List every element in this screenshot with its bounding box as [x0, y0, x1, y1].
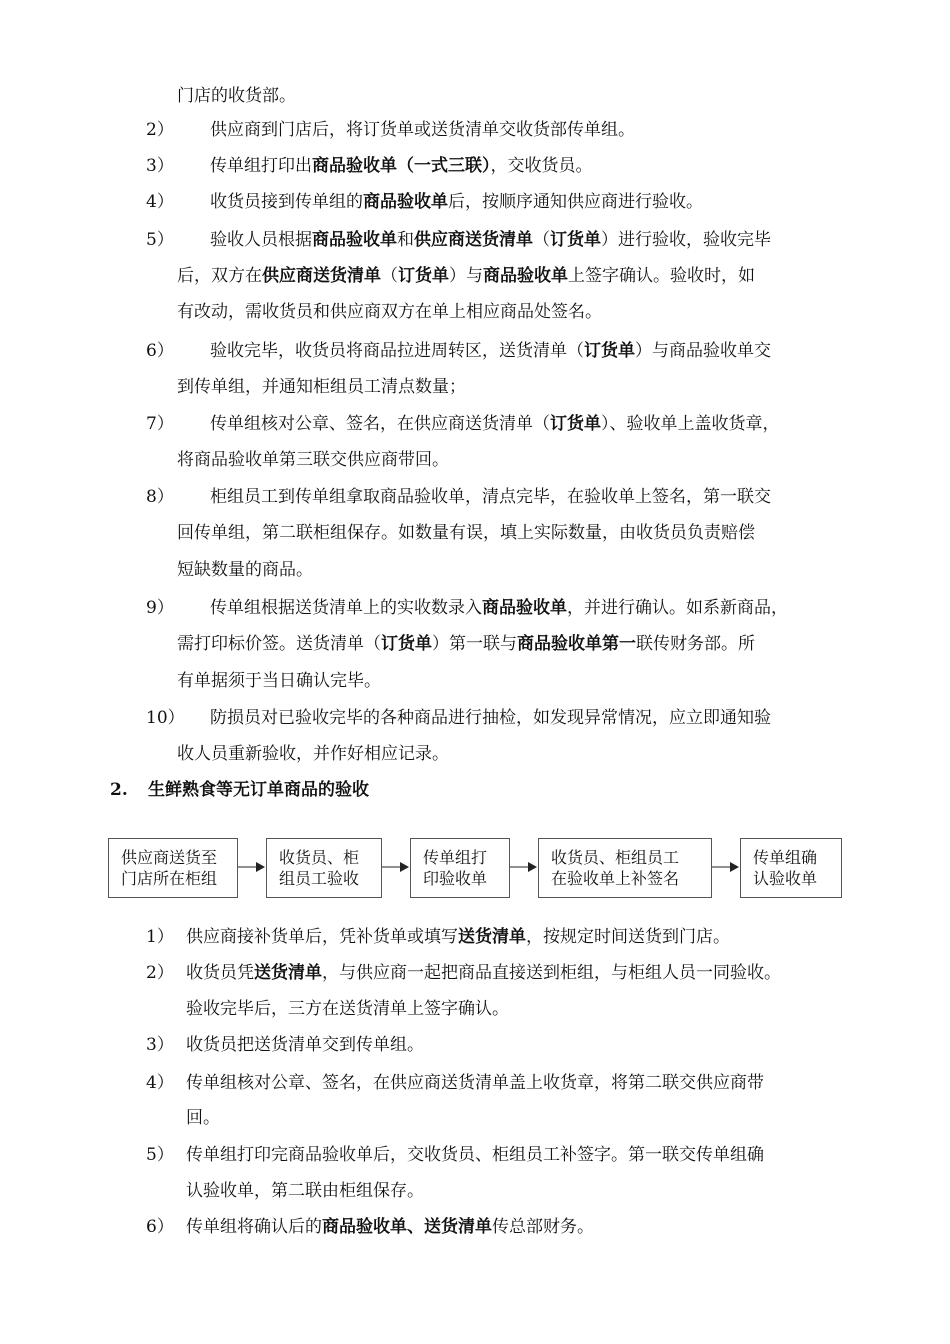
text-run: ，按规定时间送货到门店。	[526, 927, 730, 947]
flow-step-label: 认验收单	[753, 869, 818, 888]
section-title: 生鲜熟食等无订单商品的验收	[148, 780, 369, 800]
flow-step-label: 传单组打	[423, 848, 488, 867]
text-run: ）与	[449, 266, 483, 286]
text-run: ）进行验收，验收完毕	[601, 230, 771, 250]
text-run: 收货员凭	[186, 963, 254, 983]
list-item-line	[186, 1106, 220, 1130]
list-item-line	[210, 485, 771, 509]
text-run: 传单组打印完商品验收单后，交收货员、柜组员工补签字。第一联交传单组确	[186, 1145, 764, 1165]
bold-term: 商品验收单	[483, 266, 568, 286]
text-run: 有单据须于当日确认完毕。	[177, 671, 381, 691]
list-item-line	[210, 190, 703, 214]
list-item-line	[177, 742, 449, 766]
text-run: 验收完毕，收货员将商品拉进周转区，送货清单（	[210, 341, 584, 361]
text-run: ）与商品验收单交	[635, 341, 771, 361]
bold-term: 商品验收单、送货清单	[322, 1217, 492, 1237]
flow-step-label: 供应商送货至	[121, 848, 218, 867]
bold-term: 商品验收单第一	[517, 634, 636, 654]
list-item-line	[186, 925, 730, 949]
list-item-number: 5）	[146, 1145, 174, 1165]
list-item-line	[177, 558, 313, 582]
list-item-number: 2）	[146, 120, 174, 140]
text-run: 传单组核对公章、签名，在供应商送货清单（	[210, 414, 550, 434]
bold-term: 商品验收单	[482, 598, 567, 618]
flow-step-box	[410, 838, 510, 898]
list-item-line	[210, 339, 771, 363]
list-item-number: 8）	[146, 487, 174, 507]
text-run: 将商品验收单第三联交供应商带回。	[177, 450, 449, 470]
list-item-number: 1）	[146, 927, 174, 947]
continuation-text: 门店的收货部。	[177, 86, 296, 106]
text-run: 回传单组，第二联柜组保存。如数量有误，填上实际数量，由收货员负责赔偿	[177, 523, 755, 543]
text-run: 联传财务部。所	[636, 634, 755, 654]
bold-term: 订货单	[550, 230, 601, 250]
list-item-number: 3）	[146, 1035, 174, 1055]
text-run: ）第一联与	[432, 634, 517, 654]
flow-step-box	[538, 838, 712, 898]
list-item-line	[186, 961, 781, 985]
list-item-line	[210, 412, 780, 436]
list-item-line	[186, 1215, 594, 1239]
list-item-line	[186, 1179, 424, 1203]
list-item-number: 3）	[146, 156, 174, 176]
flow-step-label: 在验收单上补签名	[551, 869, 680, 888]
bold-term: 商品验收单	[312, 230, 397, 250]
flow-arrow-icon	[712, 860, 740, 874]
list-item-line	[186, 1143, 764, 1167]
flow-arrow-icon	[382, 860, 410, 874]
text-run: 传单组根据送货清单上的实收数录入	[210, 598, 482, 618]
list-item-line	[186, 1033, 424, 1057]
bold-term: 送货清单	[254, 963, 322, 983]
list-item-number: 9）	[146, 598, 174, 618]
bold-term: 供应商送货清单	[262, 266, 381, 286]
list-item-line	[210, 596, 788, 620]
text-run: 回。	[186, 1108, 220, 1128]
flow-step-box	[108, 838, 238, 898]
flow-arrow-icon	[238, 860, 266, 874]
flow-arrow-icon	[510, 860, 538, 874]
text-run: 到传单组，并通知柜组员工清点数量；	[177, 377, 466, 397]
list-item-number: 4）	[146, 192, 174, 212]
text-run: 传总部财务。	[492, 1217, 594, 1237]
bold-term: 订货单	[398, 266, 449, 286]
bold-term: 订货单	[550, 414, 601, 434]
text-run: 短缺数量的商品。	[177, 560, 313, 580]
text-run: 柜组员工到传单组拿取商品验收单，清点完毕，在验收单上签名，第一联交	[210, 487, 771, 507]
list-item-number: 6）	[146, 341, 174, 361]
list-item-line	[177, 669, 381, 693]
bold-term: 供应商送货清单	[414, 230, 533, 250]
bold-term: 订货单	[584, 341, 635, 361]
text-run: ，与供应商一起把商品直接送到柜组，与柜组人员一同验收。	[322, 963, 781, 983]
list-item-number: 5）	[146, 230, 174, 250]
bold-term: 送货清单	[458, 927, 526, 947]
flow-step-label: 印验收单	[423, 869, 488, 888]
bold-term: 商品验收单（一式三联）	[312, 156, 491, 176]
text-run: 有改动，需收货员和供应商双方在单上相应商品处签名。	[177, 302, 602, 322]
flow-step-label: 门店所在柜组	[121, 869, 218, 888]
list-item-line	[210, 154, 593, 178]
text-run: 收人员重新验收，并作好相应记录。	[177, 744, 449, 764]
bold-term: 商品验收单	[363, 192, 448, 212]
text-run: 认验收单，第二联由柜组保存。	[186, 1181, 424, 1201]
text-run: ，并进行确认。如系新商品，	[567, 598, 788, 618]
text-run: 防损员对已验收完毕的各种商品进行抽检，如发现异常情况，应立即通知验	[210, 708, 771, 728]
text-run: ）、验收单上盖收货章，	[601, 414, 780, 434]
text-run: 后，按顺序通知供应商进行验收。	[448, 192, 703, 212]
text-run: ，交收货员。	[490, 156, 593, 176]
list-item-line	[177, 300, 602, 324]
list-item-line	[177, 264, 755, 288]
list-item-number: 10）	[146, 708, 185, 728]
text-run: 验收完毕后，三方在送货清单上签字确认。	[186, 999, 509, 1019]
list-item-number: 4）	[146, 1073, 174, 1093]
list-item-line	[210, 706, 771, 730]
section-heading	[110, 778, 369, 802]
text-run: 上签字确认。验收时，如	[568, 266, 755, 286]
list-item-line	[186, 1071, 764, 1095]
text-run: 传单组将确认后的	[186, 1217, 322, 1237]
text-run: 和	[397, 230, 414, 250]
flow-step-box	[740, 838, 842, 898]
text-run: 收货员接到传单组的	[210, 192, 363, 212]
list-item-line	[210, 118, 635, 142]
text-run: 后，双方在	[177, 266, 262, 286]
text-run: （	[533, 230, 550, 250]
text-run: 传单组核对公章、签名，在供应商送货清单盖上收货章，将第二联交供应商带	[186, 1073, 764, 1093]
list-item-number: 6）	[146, 1217, 174, 1237]
list-item-line	[177, 521, 755, 545]
list-item-number: 2）	[146, 963, 174, 983]
list-item-line	[177, 448, 449, 472]
list-item-line	[177, 375, 466, 399]
list-item-line	[177, 632, 755, 656]
text-run: 需打印标价签。送货清单（	[177, 634, 381, 654]
flow-step-box	[266, 838, 382, 898]
text-run: 验收人员根据	[210, 230, 312, 250]
text-run: 供应商到门店后，将订货单或送货清单交收货部传单组。	[210, 120, 635, 140]
section-number: 2.	[110, 780, 128, 800]
text-run: 传单组打印出	[210, 156, 312, 176]
text-run: （	[381, 266, 398, 286]
text-run: 供应商接补货单后，凭补货单或填写	[186, 927, 458, 947]
list-item-number: 7）	[146, 414, 174, 434]
flow-step-label: 传单组确	[753, 848, 818, 867]
flow-step-label: 收货员、柜	[279, 848, 360, 867]
text-run: 收货员把送货清单交到传单组。	[186, 1035, 424, 1055]
bold-term: 订货单	[381, 634, 432, 654]
flow-step-label: 收货员、柜组员工	[551, 848, 680, 867]
flow-step-label: 组员工验收	[279, 869, 360, 888]
list-item-line	[210, 228, 771, 252]
list-item-line	[186, 997, 509, 1021]
